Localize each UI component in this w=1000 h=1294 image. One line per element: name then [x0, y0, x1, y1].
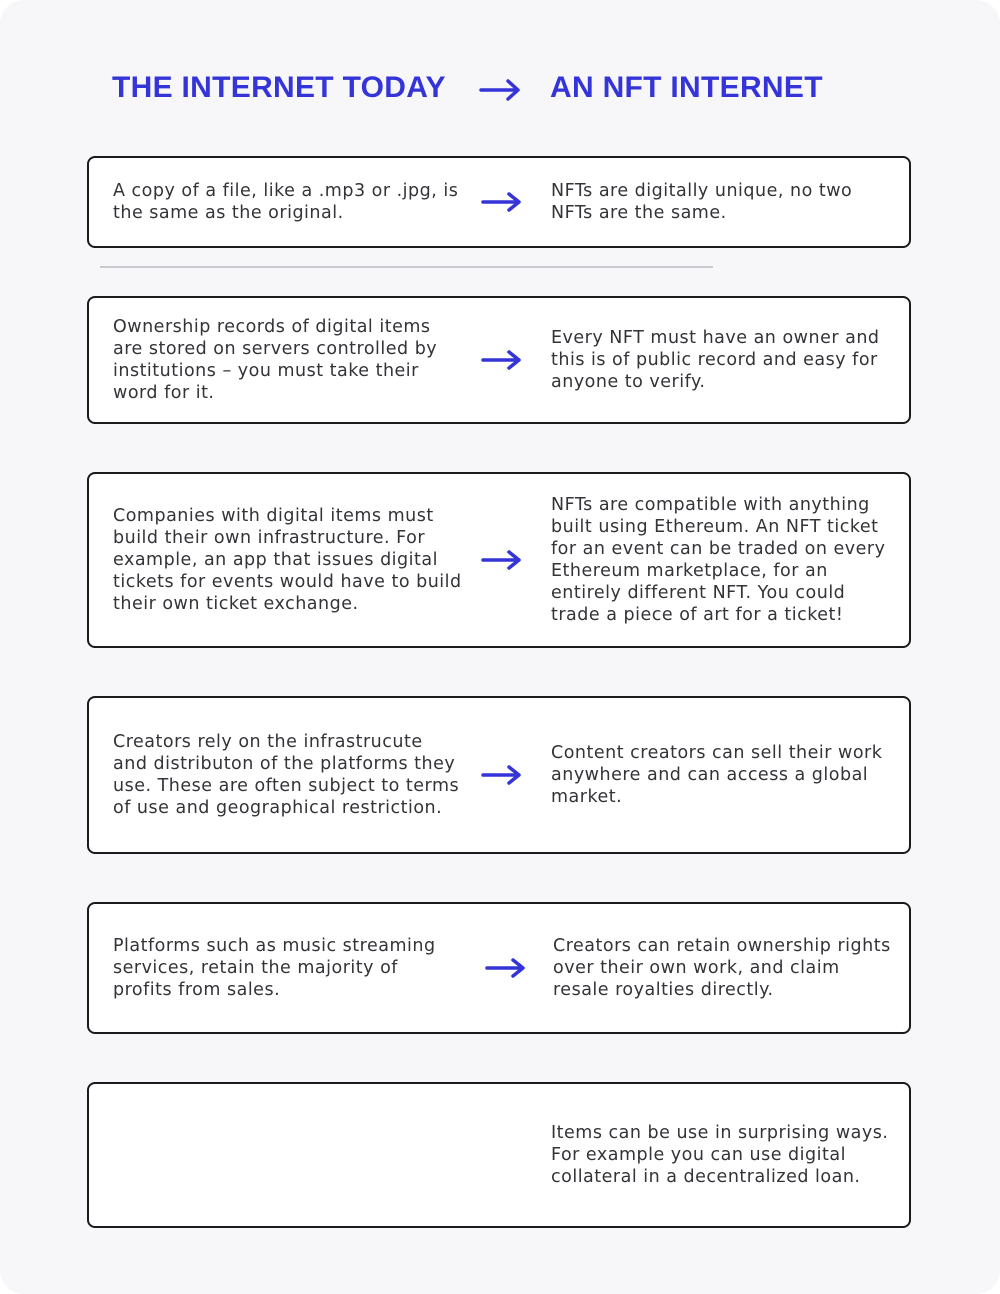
comparison-row: [87, 696, 911, 854]
arrow-right-icon: [484, 956, 526, 980]
nft-internet-title: AN NFT INTERNET: [550, 71, 823, 104]
today-text: Creators rely on the infrastrucute and distributon of the platforms they use. These are often subject to terms of use and geographical restriction.: [113, 732, 460, 818]
today-title: THE INTERNET TODAY: [112, 71, 446, 104]
today-cell: [113, 1084, 463, 1226]
comparison-row: [87, 902, 911, 1034]
nft-text: Creators can retain ownership rights over their own work, and claim resale royalties directly.: [553, 936, 891, 1000]
nft-text: NFTs are compatible with anything built using Ethereum. An NFT ticket for an event can be traded on every Ethereum marketplace, for an entirely different NFT. You could trade a piece of art for a ticket!: [551, 495, 886, 625]
today-cell: [113, 698, 463, 852]
nft-cell: [551, 1084, 896, 1226]
today-cell: [113, 298, 463, 422]
nft-cell: [551, 698, 896, 852]
arrow-right-icon: [480, 548, 522, 572]
nft-cell: [551, 158, 896, 246]
nft-cell: [553, 904, 898, 1032]
today-cell: [113, 904, 463, 1032]
today-text: Ownership records of digital items are stored on servers controlled by institutions – you must take their word for it.: [113, 317, 438, 403]
comparison-row: [87, 296, 911, 424]
today-text: A copy of a file, like a .mp3 or .jpg, is the same as the original.: [113, 181, 459, 223]
today-text: Companies with digital items must build their own infrastructure. For example, an app that issues digital tickets for events would have to build their own ticket exchange.: [113, 506, 462, 614]
comparison-row: [87, 1082, 911, 1228]
arrow-right-icon: [480, 763, 522, 787]
arrow-right-icon: [480, 348, 522, 372]
nft-cell: [551, 474, 896, 646]
arrow-right-icon: [480, 190, 522, 214]
arrow-right-icon: [478, 76, 522, 104]
today-cell: [113, 158, 463, 246]
comparison-row: [87, 472, 911, 648]
divider: [100, 266, 713, 268]
nft-cell: [551, 298, 896, 422]
nft-text: Content creators can sell their work anywhere and can access a global market.: [551, 743, 883, 807]
nft-text: NFTs are digitally unique, no two NFTs are the same.: [551, 181, 853, 223]
comparison-row: [87, 156, 911, 248]
nft-text: Items can be use in surprising ways. For example you can use digital collateral in a decentralized loan.: [551, 1123, 889, 1187]
today-cell: [113, 474, 463, 646]
today-text: Platforms such as music streaming services, retain the majority of profits from sales.: [113, 936, 436, 1000]
nft-text: Every NFT must have an owner and this is of public record and easy for anyone to verify.: [551, 328, 880, 392]
